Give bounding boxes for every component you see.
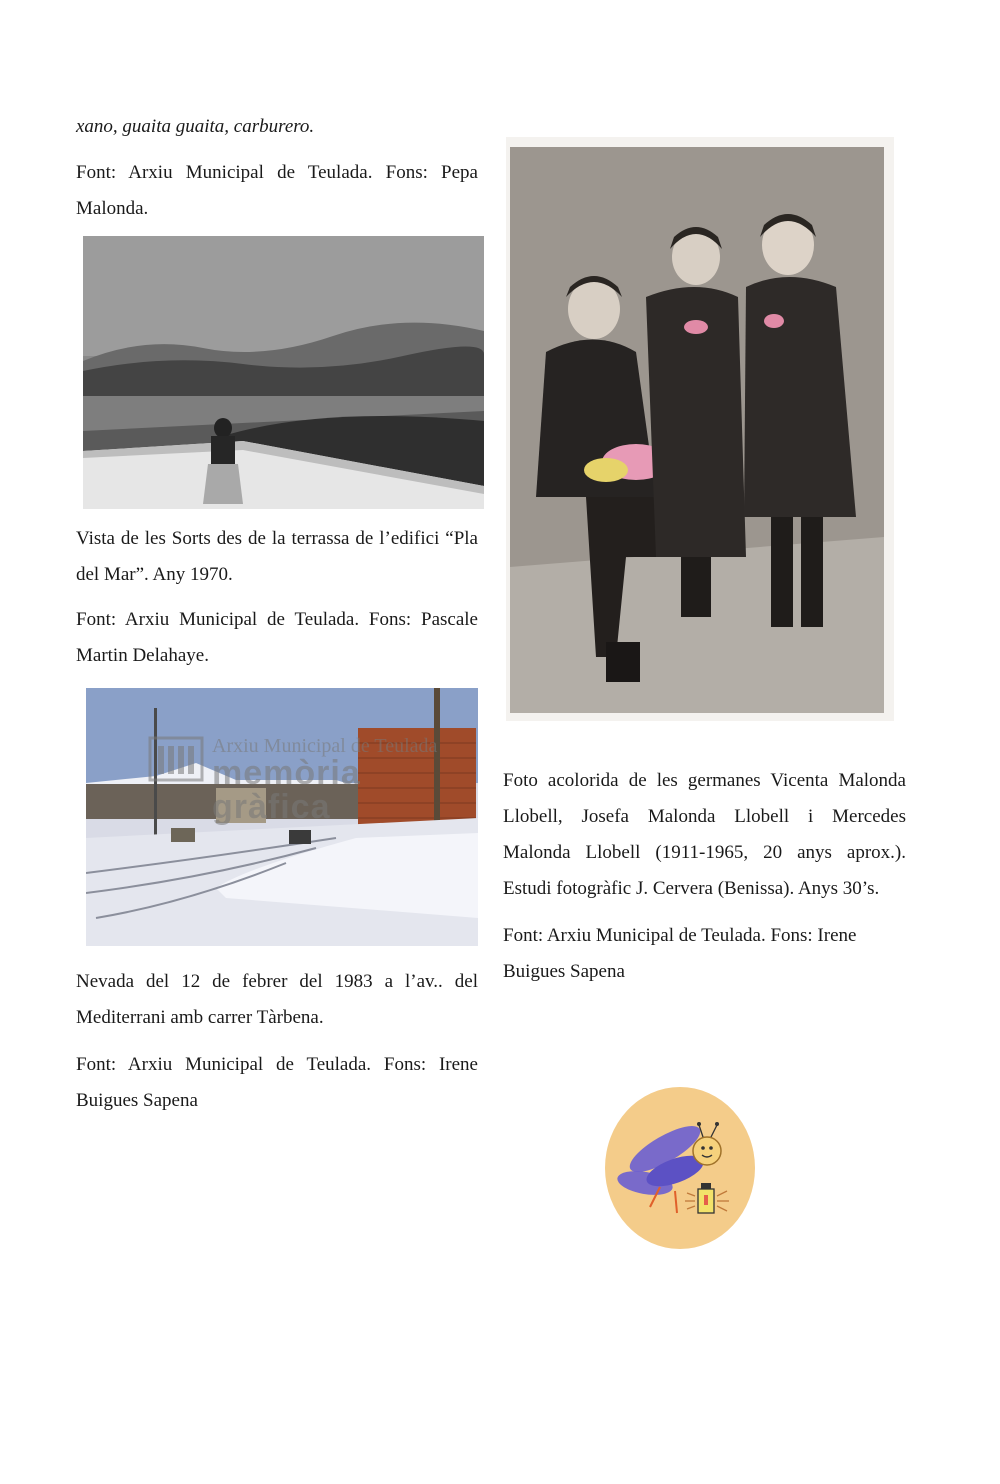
photo-source-4: Font: Arxiu Municipal de Teulada. Fons: Irene Buigues Sapena [503, 925, 857, 982]
watermark-line2: memòria gràfica [212, 754, 361, 826]
firefly-lantern-logo [605, 1087, 755, 1249]
photo-caption-2: Vista de les Sorts des de la terrassa de l’edifici “Pla del Mar”. Any 1970. [76, 528, 478, 585]
sisters-portrait-photo [506, 137, 894, 721]
photo-source-1: Font: Arxiu Municipal de Teulada. Fons: Pepa Malonda. [76, 162, 478, 219]
archive-watermark [212, 736, 478, 824]
landscape-photo [83, 236, 484, 509]
archive-logo-icon [148, 736, 204, 782]
photo-source-2: Font: Arxiu Municipal de Teulada. Fons: Pascale Martin Delahaye. [76, 609, 478, 666]
photo-caption-3: Nevada del 12 de febrer del 1983 a l’av.. del Mediterrani amb carrer Tàrbena. [76, 971, 478, 1028]
intro-italic-text: xano, guaita guaita, carburero. [76, 116, 315, 137]
snowfall-street-photo [86, 688, 478, 946]
watermark-line1: Arxiu Municipal de Teulada [212, 735, 438, 757]
photo-caption-4: Foto acolorida de les germanes Vicenta Malonda Llobell, Josefa Malonda Llobell i Mercedes Malonda Llobell (1911-1965, 20 anys aprox.). Estudi fotogràfic J. Cervera (Benissa). Anys 30’s. [503, 770, 906, 899]
photo-source-3: Font: Arxiu Municipal de Teulada. Fons: Irene Buigues Sapena [76, 1054, 478, 1111]
